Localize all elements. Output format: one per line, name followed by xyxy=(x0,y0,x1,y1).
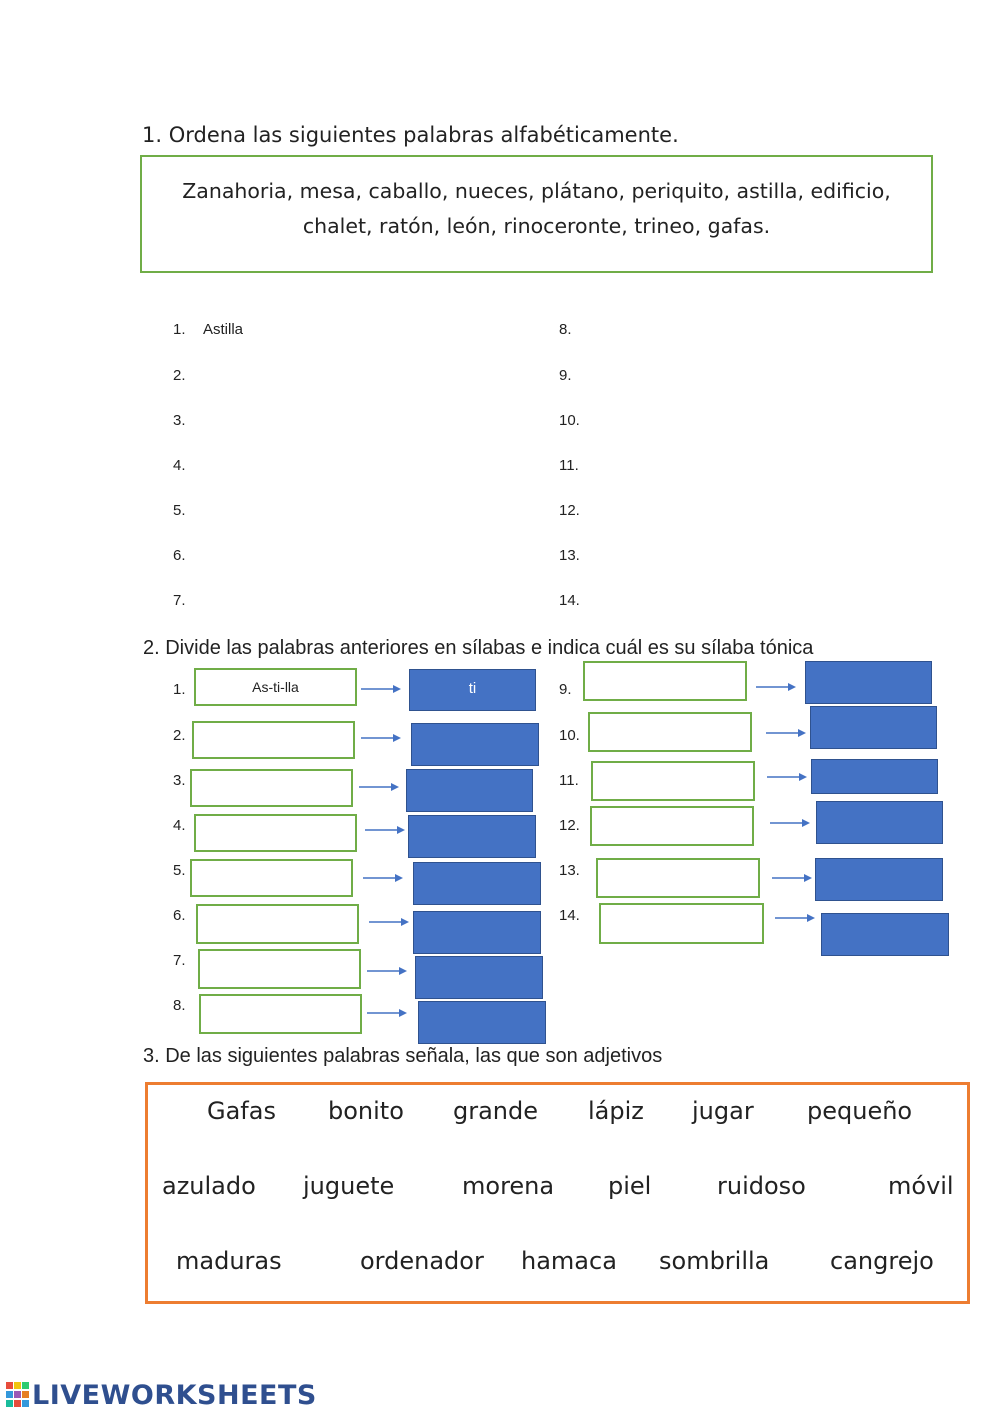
word-option[interactable]: ordenador xyxy=(360,1247,484,1275)
section3-title: 3. De las siguientes palabras señala, las que son adjetivos xyxy=(143,1045,663,1067)
arrow-right-icon xyxy=(361,684,401,694)
word-option[interactable]: maduras xyxy=(176,1247,282,1275)
word-option[interactable]: lápiz xyxy=(588,1097,644,1125)
word-option[interactable]: piel xyxy=(608,1172,652,1200)
tonic-syllable-box[interactable] xyxy=(815,858,943,901)
syllable-input[interactable] xyxy=(199,994,362,1034)
syllable-input[interactable] xyxy=(596,858,760,898)
tonic-syllable-box[interactable] xyxy=(821,913,949,956)
syllable-row-number: 6. xyxy=(173,907,186,924)
syllable-row-number: 2. xyxy=(173,727,186,744)
syllable-input[interactable] xyxy=(583,661,747,701)
list-item-number: 1. xyxy=(173,321,186,338)
section2-title: 2. Divide las palabras anteriores en sílabas e indica cuál es su sílaba tónica xyxy=(143,637,814,659)
syllable-row-number: 11. xyxy=(559,772,579,789)
word-option[interactable]: pequeño xyxy=(807,1097,913,1125)
section1-title: 1. Ordena las siguientes palabras alfabéticamente. xyxy=(142,123,679,147)
list-item-number: 10. xyxy=(559,412,580,429)
syllable-input[interactable] xyxy=(599,903,764,944)
liveworksheets-logo[interactable] xyxy=(6,1380,317,1410)
list-item-number: 11. xyxy=(559,457,579,474)
arrow-right-icon xyxy=(363,873,403,883)
syllable-input[interactable] xyxy=(194,814,357,852)
syllable-row-number: 13. xyxy=(559,862,580,879)
arrow-right-icon xyxy=(770,818,810,828)
arrow-right-icon xyxy=(369,917,409,927)
word-option[interactable]: hamaca xyxy=(521,1247,617,1275)
word-option[interactable]: sombrilla xyxy=(659,1247,770,1275)
list-item-number: 13. xyxy=(559,547,580,564)
list-item-number: 8. xyxy=(559,321,572,338)
arrow-right-icon xyxy=(359,782,399,792)
arrow-right-icon xyxy=(772,873,812,883)
tonic-syllable-box[interactable] xyxy=(413,911,541,954)
word-option[interactable]: jugar xyxy=(692,1097,754,1125)
list-item-number: 2. xyxy=(173,367,186,384)
tonic-syllable-box[interactable] xyxy=(418,1001,546,1044)
syllable-row-number: 5. xyxy=(173,862,186,879)
arrow-right-icon xyxy=(766,728,806,738)
list-item-number: 9. xyxy=(559,367,572,384)
arrow-right-icon xyxy=(367,966,407,976)
tonic-syllable-box[interactable] xyxy=(406,769,533,812)
tonic-syllable-box[interactable] xyxy=(816,801,943,844)
syllable-input[interactable] xyxy=(590,806,754,846)
tonic-syllable-box[interactable] xyxy=(411,723,539,766)
word-list-line2: chalet, ratón, león, rinoceronte, trineo, gafas. xyxy=(302,214,771,238)
syllable-row-number: 8. xyxy=(173,997,186,1014)
syllable-input[interactable] xyxy=(192,721,355,759)
syllable-input[interactable]: As-ti-lla xyxy=(194,668,357,706)
tonic-syllable-box[interactable] xyxy=(805,661,932,704)
syllable-row-number: 7. xyxy=(173,952,186,969)
word-option[interactable]: móvil xyxy=(888,1172,954,1200)
tonic-syllable-box[interactable] xyxy=(413,862,541,905)
word-list-line1: Zanahoria, mesa, caballo, nueces, plátano, periquito, astilla, edificio, xyxy=(182,179,891,203)
arrow-right-icon xyxy=(767,772,807,782)
tonic-syllable-box[interactable]: ti xyxy=(409,669,536,711)
word-option[interactable]: cangrejo xyxy=(830,1247,934,1275)
syllable-row-number: 14. xyxy=(559,907,580,924)
word-option[interactable]: juguete xyxy=(303,1172,395,1200)
word-list-box xyxy=(140,155,933,273)
list-item-number: 5. xyxy=(173,502,186,519)
word-option[interactable]: bonito xyxy=(328,1097,404,1125)
arrow-right-icon xyxy=(367,1008,407,1018)
syllable-input[interactable] xyxy=(591,761,755,801)
list-item-number: 4. xyxy=(173,457,186,474)
syllable-row-number: 9. xyxy=(559,681,572,698)
syllable-input[interactable] xyxy=(190,859,353,897)
tonic-syllable-box[interactable] xyxy=(811,759,938,794)
logo-text: LIVEWORKSHEETS xyxy=(32,1379,317,1411)
syllable-input[interactable] xyxy=(198,949,361,989)
word-option[interactable]: azulado xyxy=(162,1172,256,1200)
list-item-number: 3. xyxy=(173,412,186,429)
tonic-syllable-box[interactable] xyxy=(810,706,937,749)
syllable-input[interactable] xyxy=(190,769,353,807)
tonic-syllable-box[interactable] xyxy=(408,815,536,858)
list-item-answer[interactable]: Astilla xyxy=(203,321,244,338)
list-item-number: 12. xyxy=(559,502,580,519)
arrow-right-icon xyxy=(361,733,401,743)
word-option[interactable]: morena xyxy=(462,1172,555,1200)
word-option[interactable]: ruidoso xyxy=(717,1172,806,1200)
list-item-number: 6. xyxy=(173,547,186,564)
arrow-right-icon xyxy=(775,913,815,923)
syllable-row-number: 4. xyxy=(173,817,186,834)
syllable-row-number: 1. xyxy=(173,681,186,698)
list-item-number: 7. xyxy=(173,592,186,609)
arrow-right-icon xyxy=(756,682,796,692)
word-option[interactable]: Gafas xyxy=(207,1097,276,1125)
syllable-row-number: 10. xyxy=(559,727,580,744)
list-item-number: 14. xyxy=(559,592,580,609)
syllable-row-number: 12. xyxy=(559,817,580,834)
syllable-row-number: 3. xyxy=(173,772,186,789)
word-option[interactable]: grande xyxy=(453,1097,539,1125)
tonic-syllable-box[interactable] xyxy=(415,956,543,999)
arrow-right-icon xyxy=(365,825,405,835)
syllable-input[interactable] xyxy=(588,712,752,752)
syllable-input[interactable] xyxy=(196,904,359,944)
liveworksheets-logo-icon xyxy=(6,1382,30,1408)
